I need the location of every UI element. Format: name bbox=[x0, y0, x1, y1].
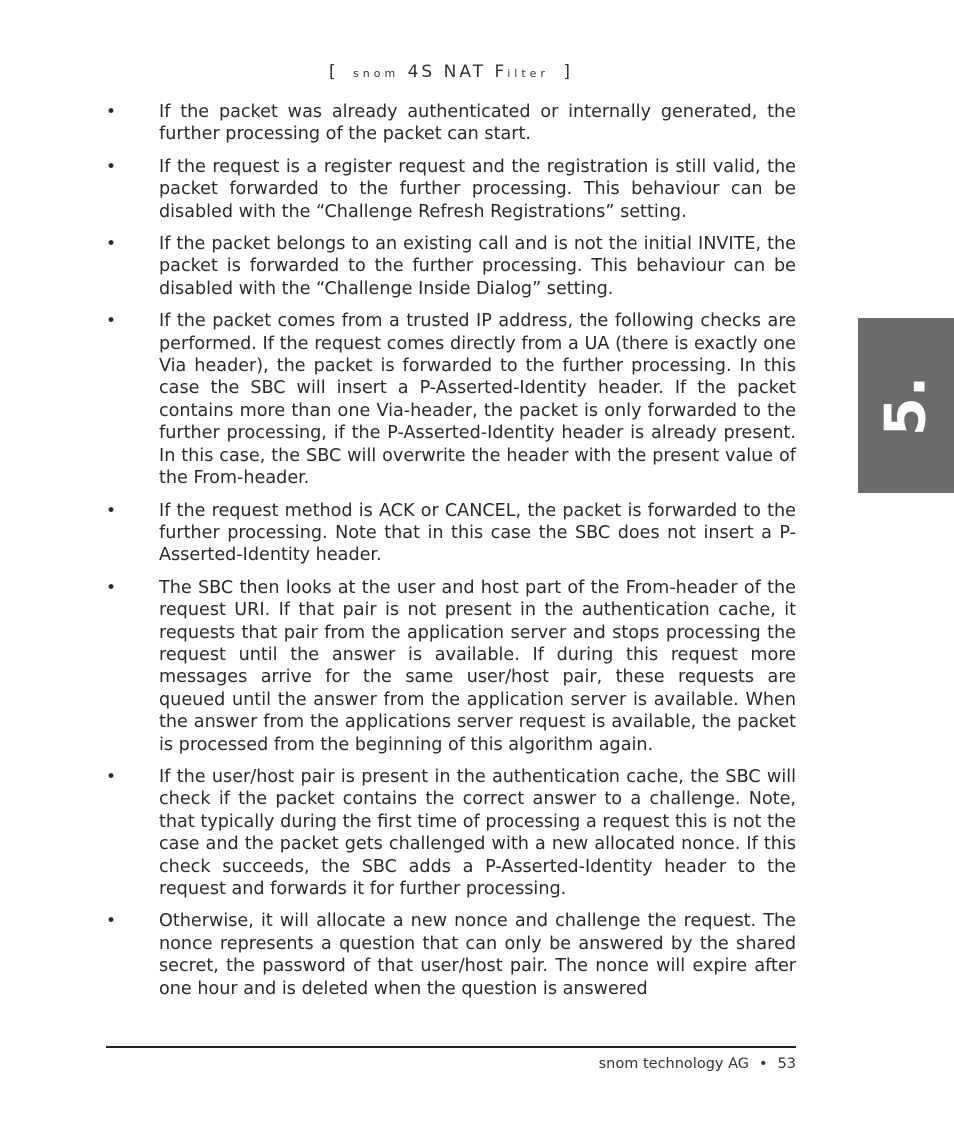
chapter-tab bbox=[858, 318, 954, 493]
list-item bbox=[106, 910, 796, 1000]
bullet-icon: • bbox=[106, 766, 117, 787]
bullet-icon: • bbox=[106, 234, 117, 255]
list-item bbox=[106, 233, 796, 300]
list-item bbox=[106, 156, 796, 223]
list-item-text: The SBC then looks at the user and host part of the From-header of the request URI. If that pair is not present in the authentication cache, it requests that pair from the application server and stops processing the request until the answer is available. If during this request more messages arrive for the same user/host pair, these requests are queued until the answer from the application server is available. When the answer from the applications server request is available, the packet is processed from the beginning of this algorithm again. bbox=[159, 577, 796, 755]
footer-separator: • bbox=[758, 1056, 768, 1072]
bullet-icon: • bbox=[106, 102, 117, 122]
bullet-icon: • bbox=[106, 577, 117, 598]
list-item-text: If the packet comes from a trusted IP address, the following checks are performed. If the request comes directly from a UA (there is exactly one Via header), the packet is forwarded to the further processing. In this case the SBC will insert a P-Asserted-Identity header. If the packet contains more than one Via-header, the packet is only forwarded to the further processing, if the P-Asserted-Identity header is already present. In this case, the SBC will overwrite the header with the present value of the From-header. bbox=[159, 311, 796, 489]
header-title-initial: F bbox=[494, 62, 508, 82]
header-close-bracket: ] bbox=[563, 62, 573, 82]
bullet-list bbox=[106, 101, 796, 1010]
list-item-text: If the user/host pair is present in the authentication cache, the SBC will check if the packet contains the correct answer to a challenge. Note, that typically during the first time of processing a request this is not the case and the packet gets challenged with a new allocated nonce. If this check succeeds, the SBC adds a P-Asserted-Identity header to the request and forwards it for further processing. bbox=[159, 766, 796, 899]
list-item bbox=[106, 310, 796, 489]
header-model: 4S NAT bbox=[407, 62, 487, 82]
page-footer bbox=[599, 1056, 796, 1072]
list-item-text: If the packet belongs to an existing call and is not the initial INVITE, the packet is forwarded to the further processing. This behaviour can be disabled with the “Challenge Inside Dialog” setting. bbox=[159, 234, 796, 299]
footer-company: snom technology AG bbox=[598, 1056, 749, 1072]
bullet-icon: • bbox=[106, 156, 117, 177]
chapter-tab-label: 5. bbox=[873, 375, 939, 436]
header-brand: snom bbox=[353, 67, 400, 80]
bullet-icon: • bbox=[106, 311, 117, 332]
bullet-icon: • bbox=[106, 911, 117, 932]
list-item bbox=[106, 766, 796, 900]
footer-rule bbox=[106, 1046, 796, 1048]
header-title-rest: ilter bbox=[507, 67, 549, 80]
list-item-text: If the request method is ACK or CANCEL, the packet is forwarded to the further processing. Note that in this case the SBC does not insert a P-Asserted-Identity header. bbox=[159, 500, 796, 566]
list-item bbox=[106, 101, 796, 146]
list-item-text: If the request is a register request and the registration is still valid, the packet forwarded to the further processing. This behaviour can be disabled with the “Challenge Refresh Registrations” setting. bbox=[159, 156, 796, 222]
header-open-bracket: [ bbox=[329, 62, 339, 82]
list-item-text: If the packet was already authenticated or internally generated, the further processing of the packet can start. bbox=[159, 102, 796, 145]
list-item bbox=[106, 500, 796, 567]
page-number: 53 bbox=[777, 1056, 796, 1072]
list-item-text: Otherwise, it will allocate a new nonce and challenge the request. The nonce represents a question that can only be answered by the shared secret, the password of that user/host pair. The nonce will expire after one hour and is deleted when the question is answered bbox=[159, 911, 796, 999]
list-item bbox=[106, 577, 796, 756]
bullet-icon: • bbox=[106, 500, 117, 521]
running-header bbox=[0, 62, 902, 82]
